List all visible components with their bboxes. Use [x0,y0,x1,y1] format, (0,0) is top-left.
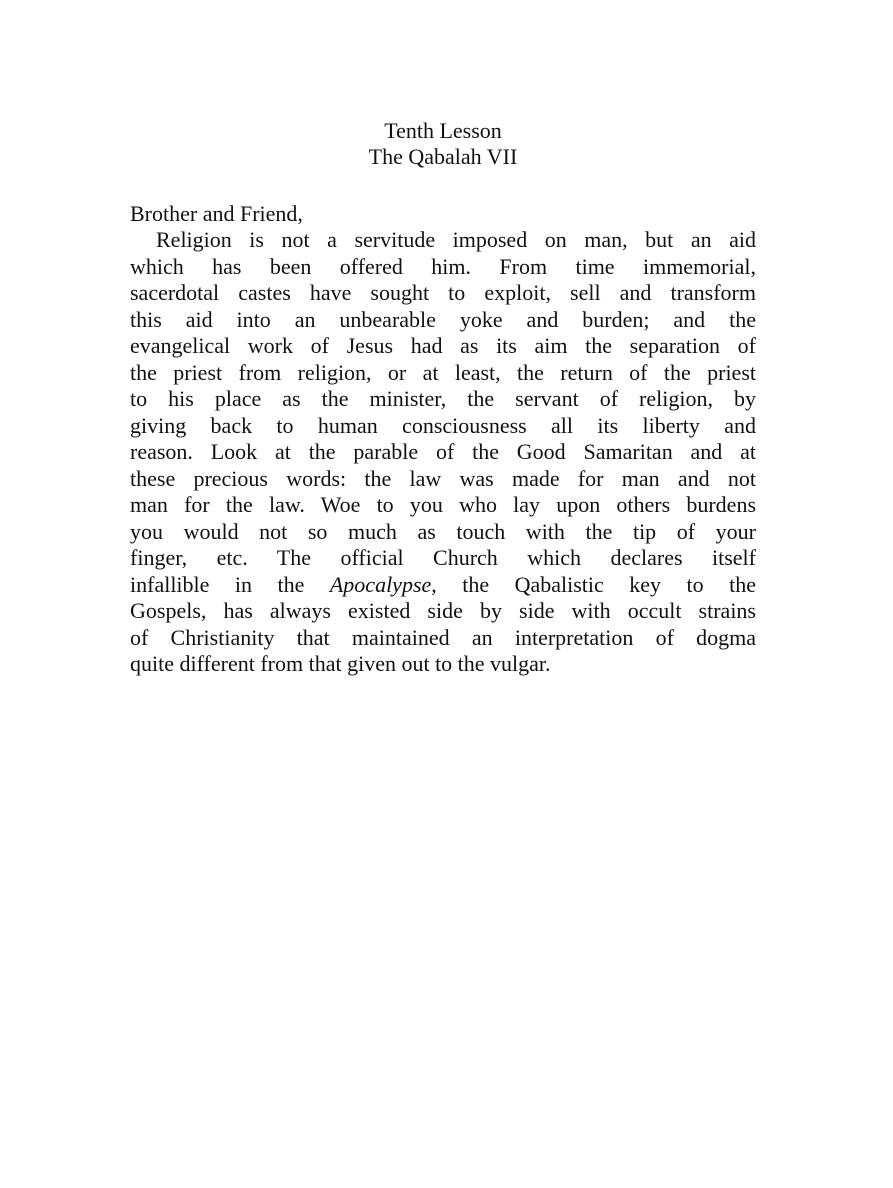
paragraph-line: sacerdotal castes have sought to exploit, sell and transform [130,280,756,305]
paragraph-line: finger, etc. The official Church which declares itself [130,545,756,570]
body-paragraph [130,227,756,678]
paragraph-line: Gospels, has always existed side by side with occult strains [130,598,756,623]
paragraph-line: you would not so much as touch with the tip of your [130,518,756,544]
paragraph-line: giving back to human consciousness all its liberty and [130,412,756,438]
paragraph-line: which has been offered him. From time immemorial, [130,253,756,279]
line-text-before: infallible in the [130,571,330,597]
lesson-title: Tenth Lesson [384,118,502,143]
paragraph-line: evangelical work of Jesus had as its aim the separation of [130,333,756,358]
paragraph-line: of Christianity that maintained an interpretation of dogma [130,624,756,650]
paragraph-line: the priest from religion, or at least, the return of the priest [130,359,756,385]
salutation: Brother and Friend, [130,201,303,226]
paragraph-line: man for the law. Woe to you who lay upon others burdens [130,492,756,517]
paragraph-line: reason. Look at the parable of the Good Samaritan and at [130,439,756,464]
paragraph-line: these precious words: the law was made for man and not [130,465,756,491]
lesson-heading [130,118,756,170]
paragraph-line: quite different from that given out to the vulgar. [130,651,551,676]
paragraph-line-with-italic [130,572,756,599]
apocalypse-italic: Apocalypse [329,571,432,597]
paragraph-line: to his place as the minister, the servant of religion, by [130,386,756,411]
line-text-after: , the Qabalistic key to the [431,571,757,597]
paragraph-line: this aid into an unbearable yoke and burden; and the [130,306,756,332]
lesson-subtitle: The Qabalah VII [368,144,518,169]
paragraph-line: Religion is not a servitude imposed on man, but an aid [156,227,756,252]
